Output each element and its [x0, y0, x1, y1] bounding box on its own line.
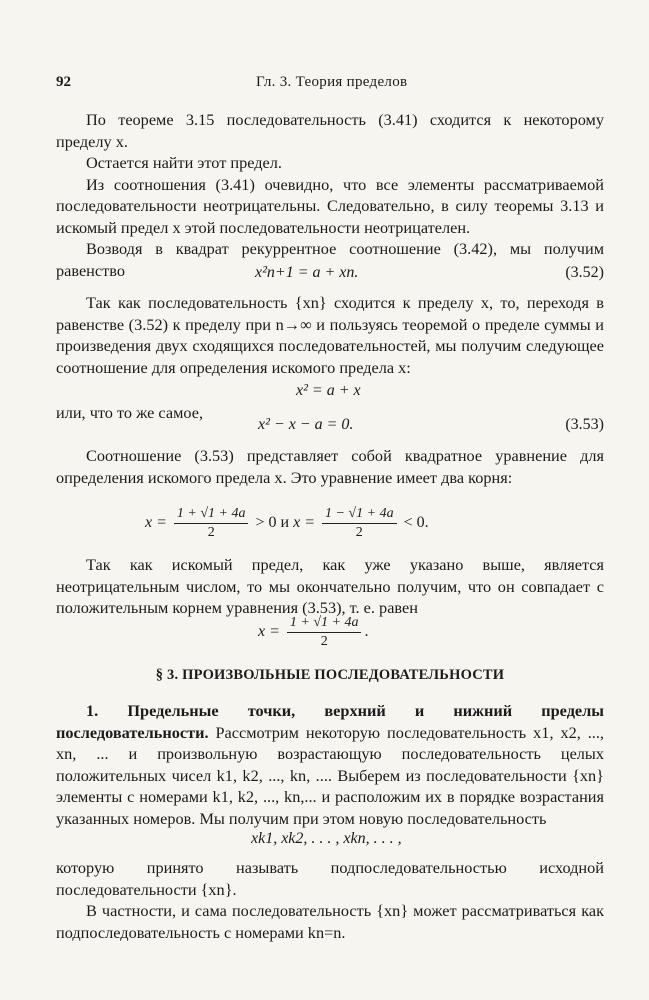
roots-equation: x = $\frac{1 + √1 + 4a}{2}$ > 0 и x = $\frac{1 - √1 + 4a}{2}$ < 0.: [145, 506, 429, 540]
root1-numerator: 1 + √1 + 4a: [174, 506, 249, 524]
paragraph-4: Возводя в квадрат рекуррентное соотношение (3.42), мы получим равенство: [56, 239, 604, 280]
paragraph-2: Остается найти этот предел.: [86, 153, 282, 172]
text-block-4: [56, 445, 604, 488]
equation-number-3-53: (3.53): [565, 416, 604, 433]
subsequence-formula: xk1, xk2, . . . , xkn, . . . ,: [251, 830, 402, 847]
root1-inequality: > 0 и: [255, 514, 290, 532]
root2-inequality: < 0.: [403, 514, 429, 532]
text-block-7: [56, 857, 604, 943]
root1-denominator: 2: [207, 525, 215, 540]
section-title: § 3. ПРОИЗВОЛЬНЫЕ ПОСЛЕДОВАТЕЛЬНОСТИ: [155, 667, 505, 683]
paragraph-9: [56, 700, 604, 829]
equation-3-53: x² − x − a = 0.: [258, 416, 354, 433]
text-block-2: [56, 292, 604, 378]
paragraph-1: По теореме 3.15 последовательность (3.41) сходится к некоторому пределу x.: [56, 110, 604, 151]
paragraph-8: Так как искомый предел, как уже указано выше, является неотрицательным числом, то мы окончательно получим, что он совпадает с положительным корнем уравнения (3.53), т. е. равен: [56, 555, 604, 617]
text-block-5: [56, 554, 604, 619]
subsection-heading: 1. Предельные точки, верхний и нижний пределы последовательности.: [56, 701, 604, 742]
final-equation: x = $\frac{1 + √1 + 4a}{2}$ .: [258, 615, 369, 649]
page-number: 92: [56, 74, 71, 90]
root1-fraction: [174, 506, 249, 541]
paragraph-11: В частности, и сама последовательность {xn} может рассматриваться как подпоследовательность с номерами kn=n.: [56, 901, 604, 942]
paragraph-10: которую принято называть подпоследовательностью исходной последовательности {xn}.: [56, 858, 604, 899]
running-title: Гл. 3. Теория пределов: [256, 74, 408, 90]
equation-3-52: x²n+1 = a + xn.: [255, 264, 359, 281]
root2-numerator: 1 − √1 + 4a: [322, 506, 397, 524]
final-numerator: 1 + √1 + 4a: [287, 615, 362, 633]
text-block-1: [56, 109, 604, 281]
paragraph-3: Из соотношения (3.41) очевидно, что все элементы рассматриваемой последовательности неотрицательны. Следовательно, в силу теоремы 3.13 и искомый предел x этой последовательности неотрицателен.: [56, 174, 604, 237]
paragraph-9-text: Рассмотрим некоторую последовательность x1, x2, ..., xn, ... и произвольную возрастающую последовательность целых положительных чисел k1, k2, ..., kn, .... Выберем из последовательности {xn} элементы с номерами k1, k2, ..., kn,... и расположим их в порядке возрастания указанных номеров. Мы получим при этом новую последовательность: [56, 722, 604, 828]
equation-limit: x² = a + x: [296, 382, 361, 399]
root2-denominator: 2: [355, 525, 363, 540]
root2-fraction: [322, 506, 397, 541]
paragraph-5: Так как последовательность {xn} сходится к пределу x, то, переходя в равенстве (3.52) к пределу при n→∞ и пользуясь теоремой о пределе суммы и произведения двух сходящихся последовательностей, мы получим следующее соотношение для определения искомого предела x:: [56, 293, 604, 377]
paragraph-6: или, что то же самое,: [56, 403, 204, 422]
text-block-6: [56, 700, 604, 829]
running-header: [56, 74, 601, 96]
final-denominator: 2: [320, 634, 328, 649]
final-fraction: [287, 615, 362, 650]
equation-number-3-52: (3.52): [565, 264, 604, 281]
paragraph-7: Соотношение (3.53) представляет собой квадратное уравнение для определения искомого предела x. Это уравнение имеет два корня:: [56, 446, 604, 487]
